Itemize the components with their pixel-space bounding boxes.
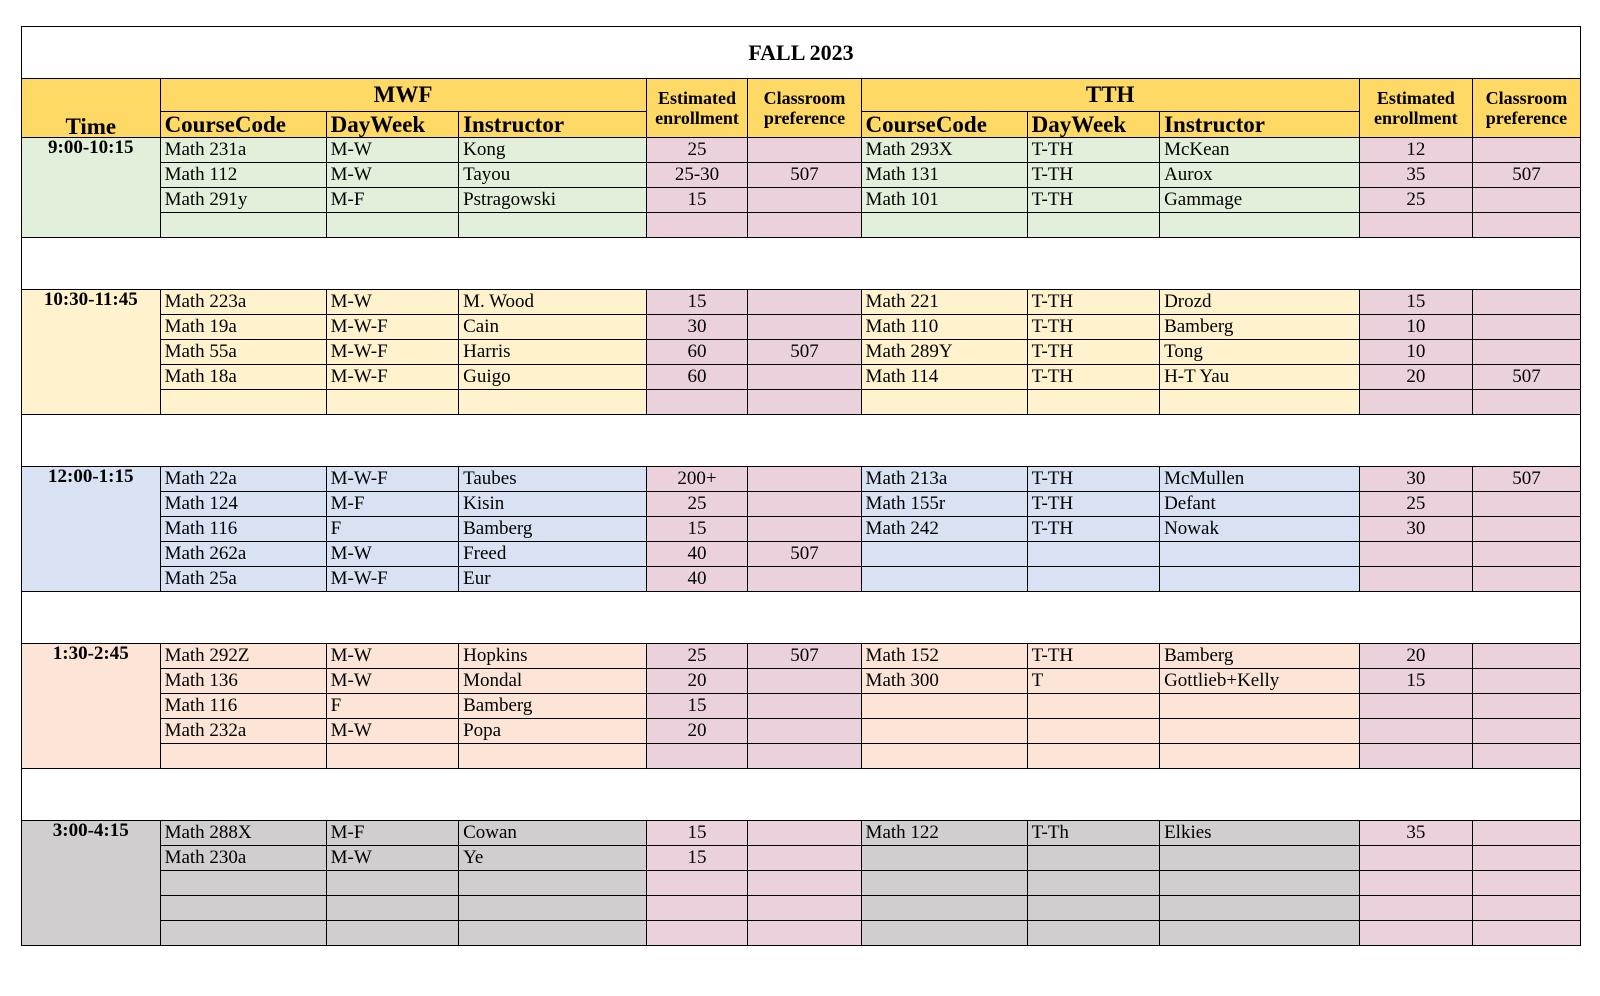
mwf-course-code-cell: Math 262a bbox=[160, 542, 326, 567]
tth-classroom-cell bbox=[1472, 694, 1580, 719]
time-slot: 10:30-11:45 bbox=[22, 290, 161, 415]
table-row bbox=[22, 365, 1581, 390]
mwf-instructor-cell bbox=[459, 744, 646, 769]
tth-enrollment-cell: 25 bbox=[1359, 492, 1472, 517]
mwf-enrollment-cell: 15 bbox=[646, 517, 748, 542]
table-row bbox=[22, 138, 1581, 163]
tth-day-week-cell: T-TH bbox=[1027, 290, 1159, 315]
tth-enrollment-cell: 10 bbox=[1359, 340, 1472, 365]
tth-day-week-cell: T-TH bbox=[1027, 644, 1159, 669]
tth-day-week-cell bbox=[1027, 871, 1159, 896]
time-slot: 3:00-4:15 bbox=[22, 821, 161, 946]
mwf-course-code-cell: Math 22a bbox=[160, 467, 326, 492]
table-row bbox=[22, 315, 1581, 340]
mwf-classroom-cell bbox=[748, 694, 861, 719]
mwf-enrollment-cell bbox=[646, 744, 748, 769]
mwf-enrollment-cell bbox=[646, 921, 748, 946]
tth-enrollment-cell bbox=[1359, 542, 1472, 567]
tth-enrollment-cell bbox=[1359, 567, 1472, 592]
mwf-day-week-cell bbox=[326, 390, 458, 415]
mwf-classroom-cell bbox=[748, 467, 861, 492]
tth-enrollment-cell: 35 bbox=[1359, 163, 1472, 188]
tth-course-code-cell: Math 131 bbox=[861, 163, 1027, 188]
tth-classroom-cell bbox=[1472, 846, 1580, 871]
mwf-enrollment-cell bbox=[646, 896, 748, 921]
mwf-instructor-cell: Bamberg bbox=[459, 694, 646, 719]
table-row bbox=[22, 821, 1581, 846]
tth-instructor-cell: McMullen bbox=[1160, 467, 1360, 492]
mwf-day-week-cell: M-F bbox=[326, 188, 458, 213]
tth-classroom-cell bbox=[1472, 542, 1580, 567]
tth-classroom-cell bbox=[1472, 188, 1580, 213]
mwf-day-week-cell bbox=[326, 744, 458, 769]
mwf-course-code-cell: Math 112 bbox=[160, 163, 326, 188]
mwf-classroom-cell bbox=[748, 896, 861, 921]
table-row bbox=[22, 871, 1581, 896]
tth-day-week-cell bbox=[1027, 921, 1159, 946]
tth-day-week-cell bbox=[1027, 846, 1159, 871]
tth-classroom-cell bbox=[1472, 213, 1580, 238]
mwf-instructor-cell: Popa bbox=[459, 719, 646, 744]
mwf-day-week-cell: M-W-F bbox=[326, 365, 458, 390]
mwf-day-week-cell: M-F bbox=[326, 492, 458, 517]
tth-course-code-cell: Math 155r bbox=[861, 492, 1027, 517]
tth-day-week-cell: T-TH bbox=[1027, 492, 1159, 517]
tth-course-code-cell bbox=[861, 213, 1027, 238]
mwf-classroom-cell bbox=[748, 517, 861, 542]
tth-instructor-cell bbox=[1160, 846, 1360, 871]
mwf-day-week-cell: F bbox=[326, 694, 458, 719]
tth-day-week-cell: T-TH bbox=[1027, 467, 1159, 492]
mwf-classroom-cell bbox=[748, 921, 861, 946]
mwf-classroom-header: Classroom preference bbox=[748, 79, 861, 138]
table-row bbox=[22, 644, 1581, 669]
spacer-cell bbox=[22, 238, 1581, 290]
mwf-day-week-cell: M-F bbox=[326, 821, 458, 846]
tth-instructor-cell: Drozd bbox=[1160, 290, 1360, 315]
mwf-enrollment-cell: 60 bbox=[646, 340, 748, 365]
mwf-enrollment-cell: 60 bbox=[646, 365, 748, 390]
mwf-instructor-cell: Cowan bbox=[459, 821, 646, 846]
time-slot: 9:00-10:15 bbox=[22, 138, 161, 238]
tth-course-code-cell bbox=[861, 896, 1027, 921]
mwf-enrollment-cell: 25 bbox=[646, 492, 748, 517]
table-row bbox=[22, 846, 1581, 871]
tth-course-code-cell: Math 101 bbox=[861, 188, 1027, 213]
tth-enrollment-cell bbox=[1359, 719, 1472, 744]
mwf-enrollment-cell: 15 bbox=[646, 821, 748, 846]
mwf-instructor-cell: Bamberg bbox=[459, 517, 646, 542]
mwf-enrollment-header: Estimated enrollment bbox=[646, 79, 748, 138]
mwf-course-code-cell: Math 288X bbox=[160, 821, 326, 846]
tth-enrollment-cell bbox=[1359, 921, 1472, 946]
mwf-day-week-cell: M-W bbox=[326, 163, 458, 188]
tth-enrollment-cell bbox=[1359, 896, 1472, 921]
tth-enrollment-cell: 20 bbox=[1359, 644, 1472, 669]
mwf-instructor-cell bbox=[459, 871, 646, 896]
spacer-row bbox=[22, 592, 1581, 644]
table-row bbox=[22, 188, 1581, 213]
mwf-enrollment-cell: 40 bbox=[646, 567, 748, 592]
tth-coursecode-header: CourseCode bbox=[861, 112, 1027, 138]
mwf-classroom-cell bbox=[748, 492, 861, 517]
mwf-day-week-cell: M-W bbox=[326, 846, 458, 871]
tth-classroom-cell bbox=[1472, 921, 1580, 946]
mwf-enrollment-cell bbox=[646, 390, 748, 415]
tth-classroom-cell bbox=[1472, 138, 1580, 163]
mwf-classroom-cell bbox=[748, 315, 861, 340]
tth-classroom-cell: 507 bbox=[1472, 163, 1580, 188]
mwf-course-code-cell bbox=[160, 213, 326, 238]
mwf-instructor-cell: Guigo bbox=[459, 365, 646, 390]
tth-instructor-cell: Gottlieb+Kelly bbox=[1160, 669, 1360, 694]
mwf-day-week-cell bbox=[326, 871, 458, 896]
mwf-course-code-cell: Math 230a bbox=[160, 846, 326, 871]
tth-instructor-cell bbox=[1160, 213, 1360, 238]
mwf-enrollment-cell: 20 bbox=[646, 669, 748, 694]
tth-enrollment-cell bbox=[1359, 390, 1472, 415]
mwf-classroom-cell bbox=[748, 188, 861, 213]
mwf-dayweek-header: DayWeek bbox=[326, 112, 458, 138]
tth-day-week-cell: T-TH bbox=[1027, 315, 1159, 340]
mwf-day-week-cell: M-W bbox=[326, 542, 458, 567]
mwf-classroom-cell: 507 bbox=[748, 163, 861, 188]
mwf-course-code-cell: Math 55a bbox=[160, 340, 326, 365]
mwf-classroom-cell bbox=[748, 213, 861, 238]
tth-course-code-cell bbox=[861, 567, 1027, 592]
mwf-enrollment-cell: 40 bbox=[646, 542, 748, 567]
tth-day-week-cell: T bbox=[1027, 669, 1159, 694]
tth-course-code-cell bbox=[861, 846, 1027, 871]
tth-instructor-cell: Gammage bbox=[1160, 188, 1360, 213]
mwf-classroom-cell bbox=[748, 567, 861, 592]
mwf-classroom-cell bbox=[748, 821, 861, 846]
tth-instructor-cell: Elkies bbox=[1160, 821, 1360, 846]
header-row-1 bbox=[22, 79, 1581, 112]
tth-course-code-cell bbox=[861, 744, 1027, 769]
mwf-classroom-cell bbox=[748, 871, 861, 896]
mwf-day-week-cell: M-W-F bbox=[326, 315, 458, 340]
tth-instructor-cell: Bamberg bbox=[1160, 644, 1360, 669]
tth-enrollment-cell: 25 bbox=[1359, 188, 1472, 213]
mwf-day-week-cell: F bbox=[326, 517, 458, 542]
mwf-day-week-cell: M-W-F bbox=[326, 567, 458, 592]
tth-classroom-cell bbox=[1472, 315, 1580, 340]
tth-course-code-cell bbox=[861, 719, 1027, 744]
title-row bbox=[22, 27, 1581, 79]
mwf-course-code-cell bbox=[160, 390, 326, 415]
tth-enrollment-cell: 15 bbox=[1359, 669, 1472, 694]
tth-instructor-cell bbox=[1160, 390, 1360, 415]
time-slot: 1:30-2:45 bbox=[22, 644, 161, 769]
tth-course-code-cell: Math 300 bbox=[861, 669, 1027, 694]
tth-day-week-cell: T-Th bbox=[1027, 821, 1159, 846]
mwf-course-code-cell: Math 116 bbox=[160, 517, 326, 542]
tth-enrollment-cell: 12 bbox=[1359, 138, 1472, 163]
mwf-enrollment-cell: 15 bbox=[646, 290, 748, 315]
time-header: Time bbox=[22, 79, 161, 138]
tth-dayweek-header: DayWeek bbox=[1027, 112, 1159, 138]
tth-day-week-cell: T-TH bbox=[1027, 138, 1159, 163]
tth-classroom-cell bbox=[1472, 340, 1580, 365]
mwf-course-code-cell: Math 19a bbox=[160, 315, 326, 340]
mwf-classroom-cell: 507 bbox=[748, 340, 861, 365]
mwf-enrollment-cell: 15 bbox=[646, 694, 748, 719]
tth-course-code-cell: Math 114 bbox=[861, 365, 1027, 390]
tth-header: TTH bbox=[861, 79, 1359, 112]
schedule-table bbox=[21, 26, 1581, 946]
tth-classroom-cell: 507 bbox=[1472, 467, 1580, 492]
tth-instructor-cell bbox=[1160, 744, 1360, 769]
sheet-title: FALL 2023 bbox=[22, 27, 1581, 79]
mwf-classroom-cell bbox=[748, 365, 861, 390]
mwf-instructor-cell: Hopkins bbox=[459, 644, 646, 669]
table-row bbox=[22, 744, 1581, 769]
mwf-enrollment-cell: 25-30 bbox=[646, 163, 748, 188]
mwf-enrollment-cell: 20 bbox=[646, 719, 748, 744]
tth-course-code-cell: Math 110 bbox=[861, 315, 1027, 340]
mwf-course-code-cell bbox=[160, 896, 326, 921]
table-row bbox=[22, 719, 1581, 744]
table-row bbox=[22, 467, 1581, 492]
tth-instructor-cell bbox=[1160, 542, 1360, 567]
table-row bbox=[22, 542, 1581, 567]
tth-day-week-cell bbox=[1027, 719, 1159, 744]
mwf-classroom-cell bbox=[748, 719, 861, 744]
mwf-instructor-cell: Freed bbox=[459, 542, 646, 567]
mwf-enrollment-cell: 25 bbox=[646, 644, 748, 669]
mwf-enrollment-cell bbox=[646, 213, 748, 238]
spacer-row bbox=[22, 415, 1581, 467]
mwf-day-week-cell: M-W bbox=[326, 719, 458, 744]
mwf-day-week-cell bbox=[326, 896, 458, 921]
tth-classroom-cell bbox=[1472, 517, 1580, 542]
mwf-day-week-cell: M-W-F bbox=[326, 340, 458, 365]
mwf-day-week-cell bbox=[326, 213, 458, 238]
mwf-course-code-cell bbox=[160, 921, 326, 946]
tth-enrollment-cell: 10 bbox=[1359, 315, 1472, 340]
tth-day-week-cell: T-TH bbox=[1027, 517, 1159, 542]
mwf-enrollment-cell: 25 bbox=[646, 138, 748, 163]
mwf-day-week-cell: M-W bbox=[326, 290, 458, 315]
tth-instructor-header: Instructor bbox=[1160, 112, 1360, 138]
tth-instructor-cell: McKean bbox=[1160, 138, 1360, 163]
tth-course-code-cell: Math 293X bbox=[861, 138, 1027, 163]
tth-enrollment-cell: 20 bbox=[1359, 365, 1472, 390]
tth-course-code-cell bbox=[861, 921, 1027, 946]
mwf-course-code-cell: Math 18a bbox=[160, 365, 326, 390]
tth-enrollment-cell bbox=[1359, 871, 1472, 896]
mwf-enrollment-cell: 200+ bbox=[646, 467, 748, 492]
tth-day-week-cell: T-TH bbox=[1027, 340, 1159, 365]
tth-course-code-cell: Math 221 bbox=[861, 290, 1027, 315]
table-row bbox=[22, 567, 1581, 592]
spacer-row bbox=[22, 769, 1581, 821]
tth-instructor-cell bbox=[1160, 694, 1360, 719]
mwf-course-code-cell bbox=[160, 744, 326, 769]
tth-enrollment-cell bbox=[1359, 213, 1472, 238]
mwf-classroom-cell bbox=[748, 138, 861, 163]
mwf-classroom-cell bbox=[748, 846, 861, 871]
mwf-classroom-cell bbox=[748, 290, 861, 315]
tth-instructor-cell: Aurox bbox=[1160, 163, 1360, 188]
mwf-instructor-cell: Taubes bbox=[459, 467, 646, 492]
mwf-course-code-cell: Math 124 bbox=[160, 492, 326, 517]
mwf-instructor-cell bbox=[459, 213, 646, 238]
tth-course-code-cell bbox=[861, 542, 1027, 567]
mwf-course-code-cell: Math 223a bbox=[160, 290, 326, 315]
tth-course-code-cell bbox=[861, 390, 1027, 415]
tth-classroom-cell bbox=[1472, 871, 1580, 896]
spacer-cell bbox=[22, 592, 1581, 644]
tth-day-week-cell: T-TH bbox=[1027, 188, 1159, 213]
mwf-classroom-cell bbox=[748, 390, 861, 415]
tth-day-week-cell bbox=[1027, 542, 1159, 567]
tth-day-week-cell bbox=[1027, 694, 1159, 719]
tth-course-code-cell: Math 242 bbox=[861, 517, 1027, 542]
spacer-cell bbox=[22, 415, 1581, 467]
tth-enrollment-cell: 35 bbox=[1359, 821, 1472, 846]
table-row bbox=[22, 517, 1581, 542]
mwf-instructor-cell: Pstragowski bbox=[459, 188, 646, 213]
mwf-instructor-cell: Cain bbox=[459, 315, 646, 340]
tth-enrollment-cell: 30 bbox=[1359, 517, 1472, 542]
tth-instructor-cell: Tong bbox=[1160, 340, 1360, 365]
mwf-course-code-cell: Math 25a bbox=[160, 567, 326, 592]
tth-day-week-cell bbox=[1027, 744, 1159, 769]
tth-enrollment-cell bbox=[1359, 694, 1472, 719]
tth-day-week-cell bbox=[1027, 567, 1159, 592]
mwf-instructor-cell bbox=[459, 390, 646, 415]
mwf-enrollment-cell: 15 bbox=[646, 846, 748, 871]
tth-classroom-cell bbox=[1472, 390, 1580, 415]
tth-instructor-cell: Defant bbox=[1160, 492, 1360, 517]
tth-course-code-cell: Math 289Y bbox=[861, 340, 1027, 365]
mwf-instructor-cell: Tayou bbox=[459, 163, 646, 188]
tth-classroom-cell bbox=[1472, 290, 1580, 315]
tth-enrollment-cell: 15 bbox=[1359, 290, 1472, 315]
mwf-course-code-cell: Math 291y bbox=[160, 188, 326, 213]
time-slot: 12:00-1:15 bbox=[22, 467, 161, 592]
table-row bbox=[22, 340, 1581, 365]
mwf-header: MWF bbox=[160, 79, 646, 112]
tth-classroom-cell bbox=[1472, 492, 1580, 517]
tth-course-code-cell: Math 152 bbox=[861, 644, 1027, 669]
mwf-course-code-cell: Math 232a bbox=[160, 719, 326, 744]
mwf-instructor-cell: M. Wood bbox=[459, 290, 646, 315]
tth-classroom-cell: 507 bbox=[1472, 365, 1580, 390]
tth-classroom-cell bbox=[1472, 644, 1580, 669]
tth-course-code-cell: Math 122 bbox=[861, 821, 1027, 846]
tth-day-week-cell: T-TH bbox=[1027, 163, 1159, 188]
tth-enrollment-cell: 30 bbox=[1359, 467, 1472, 492]
tth-day-week-cell bbox=[1027, 896, 1159, 921]
mwf-instructor-cell: Kong bbox=[459, 138, 646, 163]
table-row bbox=[22, 163, 1581, 188]
tth-instructor-cell bbox=[1160, 921, 1360, 946]
mwf-classroom-cell: 507 bbox=[748, 644, 861, 669]
mwf-day-week-cell: M-W bbox=[326, 644, 458, 669]
spacer-row bbox=[22, 238, 1581, 290]
mwf-classroom-cell bbox=[748, 669, 861, 694]
mwf-day-week-cell: M-W bbox=[326, 138, 458, 163]
mwf-enrollment-cell: 30 bbox=[646, 315, 748, 340]
table-row bbox=[22, 213, 1581, 238]
tth-enrollment-cell bbox=[1359, 744, 1472, 769]
tth-day-week-cell: T-TH bbox=[1027, 365, 1159, 390]
tth-classroom-cell bbox=[1472, 744, 1580, 769]
tth-classroom-cell bbox=[1472, 896, 1580, 921]
mwf-day-week-cell: M-W bbox=[326, 669, 458, 694]
mwf-instructor-cell: Kisin bbox=[459, 492, 646, 517]
mwf-enrollment-cell: 15 bbox=[646, 188, 748, 213]
mwf-instructor-header: Instructor bbox=[459, 112, 646, 138]
tth-course-code-cell bbox=[861, 871, 1027, 896]
table-row bbox=[22, 390, 1581, 415]
tth-instructor-cell: Nowak bbox=[1160, 517, 1360, 542]
tth-day-week-cell bbox=[1027, 390, 1159, 415]
mwf-instructor-cell: Mondal bbox=[459, 669, 646, 694]
table-row bbox=[22, 492, 1581, 517]
mwf-course-code-cell: Math 136 bbox=[160, 669, 326, 694]
tth-classroom-cell bbox=[1472, 567, 1580, 592]
mwf-instructor-cell bbox=[459, 896, 646, 921]
mwf-enrollment-cell bbox=[646, 871, 748, 896]
table-row bbox=[22, 694, 1581, 719]
table-row bbox=[22, 669, 1581, 694]
tth-enrollment-cell bbox=[1359, 846, 1472, 871]
tth-instructor-cell: H-T Yau bbox=[1160, 365, 1360, 390]
tth-classroom-cell bbox=[1472, 821, 1580, 846]
mwf-course-code-cell: Math 231a bbox=[160, 138, 326, 163]
mwf-course-code-cell: Math 116 bbox=[160, 694, 326, 719]
mwf-instructor-cell bbox=[459, 921, 646, 946]
tth-day-week-cell bbox=[1027, 213, 1159, 238]
table-row bbox=[22, 290, 1581, 315]
tth-instructor-cell bbox=[1160, 871, 1360, 896]
mwf-course-code-cell bbox=[160, 871, 326, 896]
spacer-cell bbox=[22, 769, 1581, 821]
mwf-day-week-cell: M-W-F bbox=[326, 467, 458, 492]
mwf-instructor-cell: Eur bbox=[459, 567, 646, 592]
mwf-course-code-cell: Math 292Z bbox=[160, 644, 326, 669]
tth-classroom-cell bbox=[1472, 719, 1580, 744]
tth-instructor-cell bbox=[1160, 567, 1360, 592]
tth-course-code-cell: Math 213a bbox=[861, 467, 1027, 492]
tth-enrollment-header: Estimated enrollment bbox=[1359, 79, 1472, 138]
tth-classroom-header: Classroom preference bbox=[1472, 79, 1580, 138]
tth-course-code-cell bbox=[861, 694, 1027, 719]
table-row bbox=[22, 896, 1581, 921]
table-row bbox=[22, 921, 1581, 946]
mwf-day-week-cell bbox=[326, 921, 458, 946]
mwf-coursecode-header: CourseCode bbox=[160, 112, 326, 138]
tth-instructor-cell bbox=[1160, 896, 1360, 921]
mwf-classroom-cell: 507 bbox=[748, 542, 861, 567]
tth-instructor-cell bbox=[1160, 719, 1360, 744]
tth-instructor-cell: Bamberg bbox=[1160, 315, 1360, 340]
mwf-classroom-cell bbox=[748, 744, 861, 769]
mwf-instructor-cell: Ye bbox=[459, 846, 646, 871]
mwf-instructor-cell: Harris bbox=[459, 340, 646, 365]
tth-classroom-cell bbox=[1472, 669, 1580, 694]
